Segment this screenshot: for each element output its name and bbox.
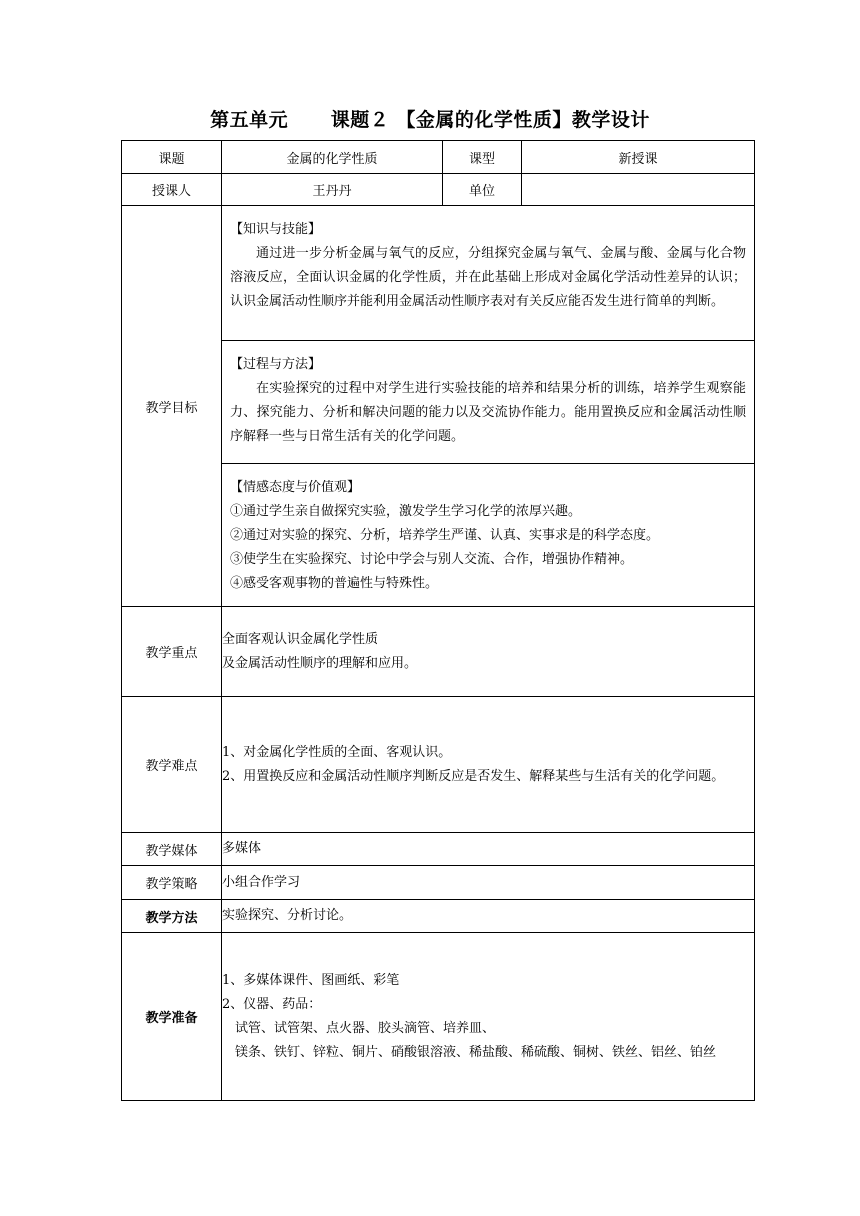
teacher-value: 王丹丹 [222,174,443,206]
key-point-line: 全面客观认识金属化学性质 [222,631,379,647]
strategy-label: 教学策略 [122,866,222,900]
knowledge-section [222,206,754,341]
row-media [122,833,755,866]
row-preparation [122,933,755,1101]
emotion-title: 【情感态度与价值观】 [230,480,361,495]
difficulties-content [222,697,755,833]
subject-value: 金属的化学性质 [222,141,443,174]
emotion-item: ①通过学生亲自做探究实验，激发学生学习化学的浓厚兴趣。 [230,504,582,519]
method-value: 实验探究、分析讨论。 [222,900,755,933]
lesson-plan-table [121,140,755,1101]
key-point-line: 及金属活动性顺序的理解和应用。 [222,655,418,671]
difficulty-line: 2、用置换反应和金属活动性顺序判断反应是否发生、解释某些与生活有关的化学问题。 [222,768,725,784]
type-value: 新授课 [522,141,755,174]
prep-line: 1、多媒体课件、图画纸、彩笔 [222,972,400,988]
row-objectives [122,206,755,607]
row-key-points [122,607,755,697]
difficulties-label: 教学难点 [122,697,222,833]
prep-line: 镁条、铁钉、锌粒、铜片、硝酸银溶液、稀盐酸、稀硫酸、铜树、铁丝、铝丝、铂丝 [235,1044,717,1060]
emotion-item: ②通过对实验的探究、分析，培养学生严谨、认真、实事求是的科学态度。 [230,528,660,543]
row-subject [122,141,755,174]
media-value: 多媒体 [222,833,755,866]
prep-line: 2、仪器、药品： [222,996,322,1012]
difficulty-line: 1、对金属化学性质的全面、客观认识。 [222,744,452,760]
subject-label: 课题 [122,141,222,174]
key-points-label: 教学重点 [122,607,222,697]
key-points-content [222,607,755,697]
method-label: 教学方法 [122,900,222,933]
row-method [122,900,755,933]
process-text: 在实验探究的过程中对学生进行实验技能的培养和结果分析的训练，培养学生观察能力、探究能力、分析和解决问题的能力以及交流协作能力。能用置换反应和金属活动性顺序解释一些与日常生活有关的化学问题。 [230,381,746,444]
title-text: 【金属的化学性质】教学设计 [396,109,650,131]
row-strategy [122,866,755,900]
media-label: 教学媒体 [122,833,222,866]
process-section [222,341,754,464]
knowledge-text: 通过进一步分析金属与氧气的反应，分组探究金属与氧气、金属与酸、金属与化合物溶液反应，全面认识金属的化学性质，并在此基础上形成对金属化学活动性差异的认识；认识金属活动性顺序并能利用金属活动性顺序表对有关反应能否发生进行简单的判断。 [230,246,746,309]
prep-label: 教学准备 [122,933,222,1101]
prep-content [222,933,755,1101]
type-label: 课型 [443,141,522,174]
org-label: 单位 [443,174,522,206]
objectives-content [222,206,755,607]
row-teacher [122,174,755,206]
objectives-label: 教学目标 [122,206,222,607]
emotion-item: ④感受客观事物的普遍性与特殊性。 [230,576,439,591]
emotion-section [222,464,754,606]
unit-label: 第五单元 [210,109,289,131]
process-title: 【过程与方法】 [230,357,322,372]
row-difficulties [122,697,755,833]
topic-label: 课题２ [330,109,390,131]
org-value [522,174,755,206]
strategy-value: 小组合作学习 [222,866,755,900]
prep-line: 试管、试管架、点火器、胶头滴管、培养皿、 [235,1020,496,1036]
emotion-item: ③使学生在实验探究、讨论中学会与别人交流、合作，增强协作精神。 [230,552,634,567]
teacher-label: 授课人 [122,174,222,206]
page-title [0,105,860,132]
knowledge-title: 【知识与技能】 [230,222,322,237]
